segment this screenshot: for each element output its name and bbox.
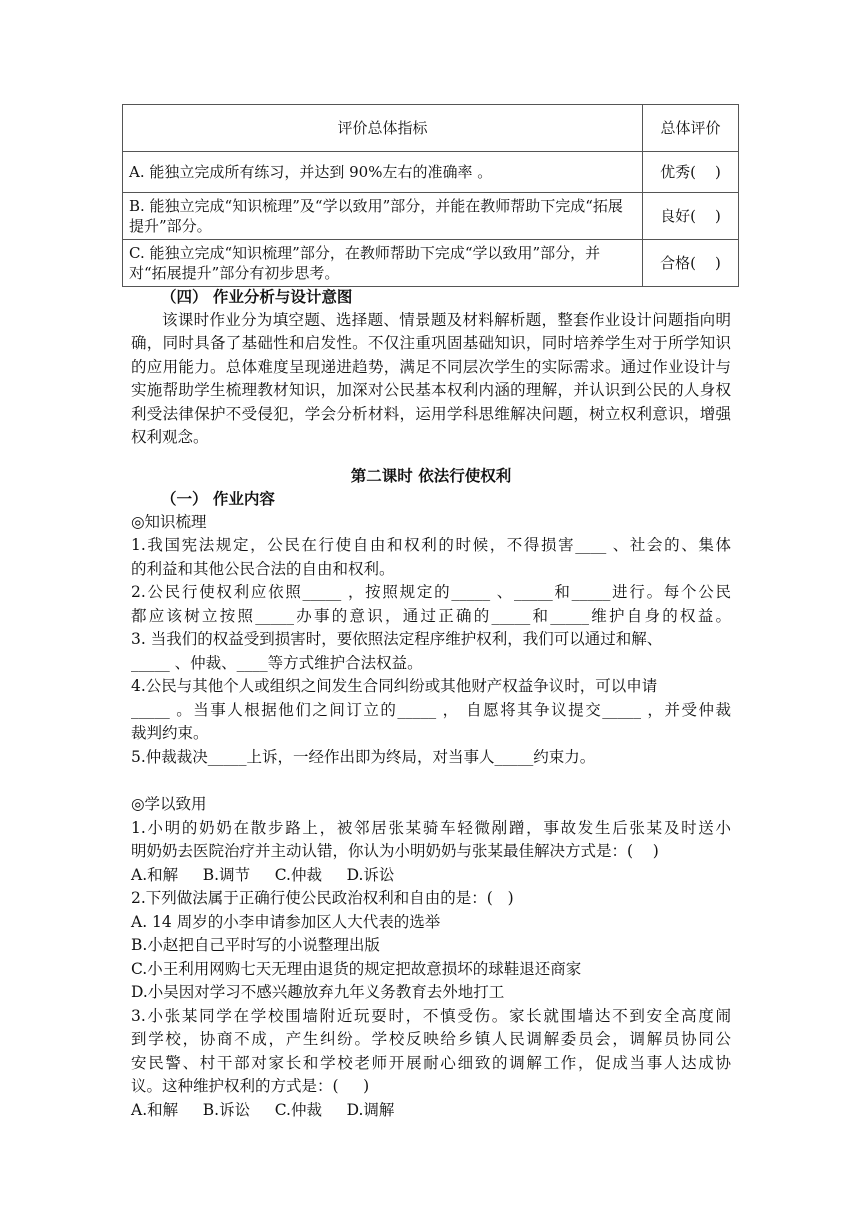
table-header-row	[123, 105, 739, 152]
criterion-a: A. 能独立完成所有练习，并达到 90%左右的准确率 。	[123, 152, 643, 193]
knowledge-line: 1.我国宪法规定，公民在行使自由和权利的时候，不得损害____ 、社会的、集体	[131, 536, 731, 554]
table-row	[123, 152, 739, 193]
question-line: 安民警、村干部对家长和学校老师开展耐心细致的调解工作，促成当事人达成协	[131, 1053, 731, 1072]
option-line: A.和解 B.诉讼 C.仲裁 D.调解	[131, 1100, 395, 1119]
apply-section	[131, 817, 731, 1123]
question-line: 3.小张某同学在学校围墙附近玩耍时，不慎受伤。家长就围墙达不到安全高度闹	[131, 1006, 731, 1025]
knowledge-line: 2.公民行使权利应依照_____ ，按照规定的_____ 、_____和_____进行。每个公民	[131, 583, 731, 601]
option-line: D.小吴因对学习不感兴趣放弃九年义务教育去外地打工	[131, 983, 505, 1001]
criterion-b: B. 能独立完成“知识梳理”及“学以致用”部分，并能在教师帮助下完成“拓展提升”部分。	[123, 193, 643, 240]
knowledge-heading: ◎知识梳理	[131, 512, 207, 531]
question-line: 1.小明的奶奶在散步路上，被邻居张某骑车轻微剐蹭，事故发生后张某及时送小	[131, 818, 731, 837]
homework-content-heading: （一） 作业内容	[161, 489, 275, 508]
option-line: B.小赵把自己平时写的小说整理出版	[131, 936, 380, 954]
option-line: A.和解 B.调节 C.仲裁 D.诉讼	[131, 865, 395, 884]
question-line: 到学校，协商不成，产生纠纷。学校反映给乡镇人民调解委员会，调解员协同公	[131, 1030, 731, 1048]
knowledge-line: 裁判约束。	[131, 724, 209, 742]
question-line: 2.下列做法属于正确行使公民政治权利和自由的是：( )	[131, 889, 514, 907]
knowledge-line: 的利益和其他公民合法的自由和权利。	[131, 559, 395, 578]
apply-heading: ◎学以致用	[131, 795, 207, 813]
table-row	[123, 193, 739, 240]
grade-pass: 合格( )	[643, 240, 739, 287]
knowledge-line: 4.公民与其他个人或组织之间发生合同纠纷或其他财产权益争议时，可以申请	[131, 677, 658, 695]
analysis-paragraph: 该课时作业分为填空题、选择题、情景题及材料解析题，整套作业设计问题指向明确，同时具备了基础性和启发性。不仅注重巩固基础知识，同时培养学生对于所学知识的应用能力。总体难度呈现递进趋势，满足不同层次学生的实际需求。通过作业设计与实施帮助学生梳理教材知识，加深对公民基本权利内涵的理解，并认识到公民的人身权利受法律保护不受侵犯，学会分析材料，运用学科思维解决问题，树立权利意识，增强权利观念。	[131, 310, 731, 446]
question-line: 议。这种维护权利的方式是：( )	[131, 1077, 370, 1095]
criterion-c: C. 能独立完成“知识梳理”部分，在教师帮助下完成“学以致用”部分，并对“拓展提升”部分有初步思考。	[123, 240, 643, 287]
knowledge-line: 3. 当我们的权益受到损害时，要依照法定程序维护权利，我们可以通过和解、	[131, 630, 663, 648]
section-analysis	[131, 285, 731, 1122]
header-grade: 总体评价	[643, 105, 739, 152]
evaluation-table	[122, 104, 739, 287]
grade-good: 良好( )	[643, 193, 739, 240]
option-line: A. 14 周岁的小李申请参加区人大代表的选举	[131, 912, 441, 931]
knowledge-line: _____ 、仲裁、____等方式维护合法权益。	[131, 653, 423, 672]
question-line: 明奶奶去医院治疗并主动认错，你认为小明奶奶与张某最佳解决方式是：( )	[131, 842, 659, 860]
grade-excellent: 优秀( )	[643, 152, 739, 193]
lesson-title: 第二课时 依法行使权利	[350, 465, 512, 485]
option-line: C.小王利用网购七天无理由退货的规定把故意损坏的球鞋退还商家	[131, 959, 582, 978]
knowledge-section	[131, 534, 731, 769]
knowledge-line: 都应该树立按照_____办事的意识，通过正确的_____和_____维护自身的权益。	[131, 606, 731, 625]
table-row	[123, 240, 739, 287]
section-heading: （四） 作业分析与设计意图	[161, 287, 353, 306]
knowledge-line: _____ 。当事人根据他们之间订立的_____ ， 自愿将其争议提交_____ ，并受仲裁	[131, 700, 731, 719]
knowledge-line: 5.仲裁裁决_____上诉，一经作出即为终局，对当事人_____约束力。	[131, 747, 596, 766]
header-criteria: 评价总体指标	[123, 105, 643, 152]
